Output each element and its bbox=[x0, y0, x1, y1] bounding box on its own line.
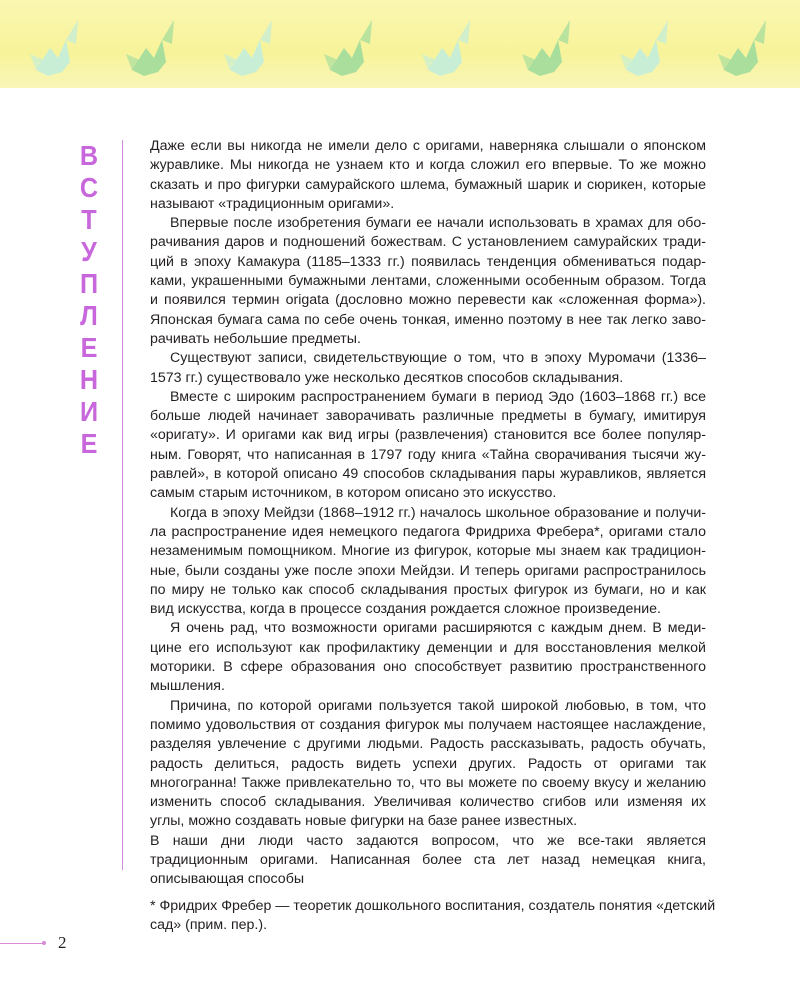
chapter-title-letter: Е bbox=[80, 332, 98, 363]
crane-icon bbox=[324, 20, 372, 76]
footer-rule bbox=[0, 943, 44, 944]
paragraph: Я очень рад, что возможности оригами расширяются с каждым днем. В медицине его используют как профилактику деменции и для восстановления мелкой моторики. В сфере образования оно способствует развитию пространственного мышления. bbox=[150, 620, 706, 695]
crane-icon bbox=[224, 20, 272, 76]
chapter-title-vertical bbox=[74, 140, 104, 460]
paragraph: Впервые после изобретения бумаги ее начали использовать в храмах для оборачивания даров и подношений божествам. С установлением самурайских традиций в эпоху Камакура (1185–1333 гг.) появилась тенденция обмениваться подарками, украшенными бумажными лентами, сложенными особенным образом. Тогда и появился термин origata (дословно можно перевести как «сложенная форма»). Японская бумага сама по себе очень тонкая, именно поэтому в нее так легко заворачивать небольшие предметы. bbox=[150, 215, 706, 347]
vertical-divider bbox=[122, 140, 123, 870]
crane-icon bbox=[422, 20, 470, 76]
paragraph: Вместе с широким распространением бумаги в период Эдо (1603–1868 гг.) все больше людей начинает заворачивать различные предметы в бумагу, имитируя «оригату». И оригами как вид игры (развлечения) становится все более популярным. Говорят, что написанная в 1797 году книга «Тайна сворачивания тысячи журавлей», в которой описано 49 способов складывания пары журавликов, является самым старым источником, в котором описано это искусство. bbox=[150, 388, 706, 502]
crane-icon bbox=[126, 20, 174, 76]
chapter-title-letter: Е bbox=[80, 428, 98, 459]
chapter-title-letter: С bbox=[79, 172, 99, 203]
chapter-title-letter: В bbox=[79, 140, 99, 171]
paragraph: Существуют записи, свидетельствующие о том, что в эпоху Муромачи (1336–1573 гг.) существовало уже несколько десятков способов складывания. bbox=[150, 350, 706, 386]
crane-icon bbox=[718, 20, 766, 76]
paragraph: Даже если вы никогда не имели дело с оригами, наверняка слышали о японском журавлике. Мы никогда не узнаем кто и когда сложил его впервые. То же можно сказать и про фигурки самурайского шлема, бумажный шарик и сюрикен, которые называют «традиционным оригами». bbox=[150, 138, 706, 212]
chapter-title-letter: П bbox=[79, 268, 99, 299]
footnote: * Фридрих Фребер — теоретик дошкольного воспитания, создатель понятия «детский сад» (прим. пер.). bbox=[150, 898, 716, 934]
crane-icon bbox=[522, 20, 570, 76]
chapter-title-letter: Н bbox=[79, 364, 99, 395]
crane-icon bbox=[620, 20, 668, 76]
crane-pattern bbox=[0, 0, 800, 88]
chapter-title-letter: Л bbox=[80, 300, 98, 331]
chapter-title-letter: Т bbox=[81, 204, 97, 235]
crane-icon bbox=[30, 20, 78, 76]
paragraph: В наши дни люди часто задаются вопросом, что же все-таки является традиционным оригами. Написанная более ста лет назад немецкая книга, описывающая способы bbox=[150, 832, 706, 888]
page-number: 2 bbox=[58, 933, 67, 952]
paragraph: Когда в эпоху Мейдзи (1868–1912 гг.) началось школьное образование и получила распространение идея немецкого педагога Фридриха Фребера*, оригами стало незаменимым помощником. Многие из фигурок, которые мы знаем как традиционные, были созданы уже после эпохи Мейдзи. И теперь оригами распространилось по миру не только как способ складывания простых фигурок из бумаги, но и как вид искусства, когда в процессе создания рождается сложное произведение. bbox=[150, 504, 706, 618]
chapter-title-letter: И bbox=[79, 396, 99, 427]
body-text bbox=[150, 137, 706, 890]
chapter-title-letter: У bbox=[81, 236, 97, 267]
footer-dot bbox=[42, 941, 46, 945]
paragraph: Причина, по которой оригами пользуется такой широкой любовью, в том, что помимо удовольствия от создания фигурок мы получаем настоящее наслаждение, разделяя увлечение с другими людьми. Радость рассказывать, радость обучать, радость делиться, радость видеть успехи других. Радость от оригами так многогранна! Также привлекательно то, что вы можете по своему вкусу и желанию изменить способ складывания. Увеличивая количество сгибов или изменяя их углы, можно создавать новые фигурки на базе ранее известных. bbox=[150, 697, 706, 830]
